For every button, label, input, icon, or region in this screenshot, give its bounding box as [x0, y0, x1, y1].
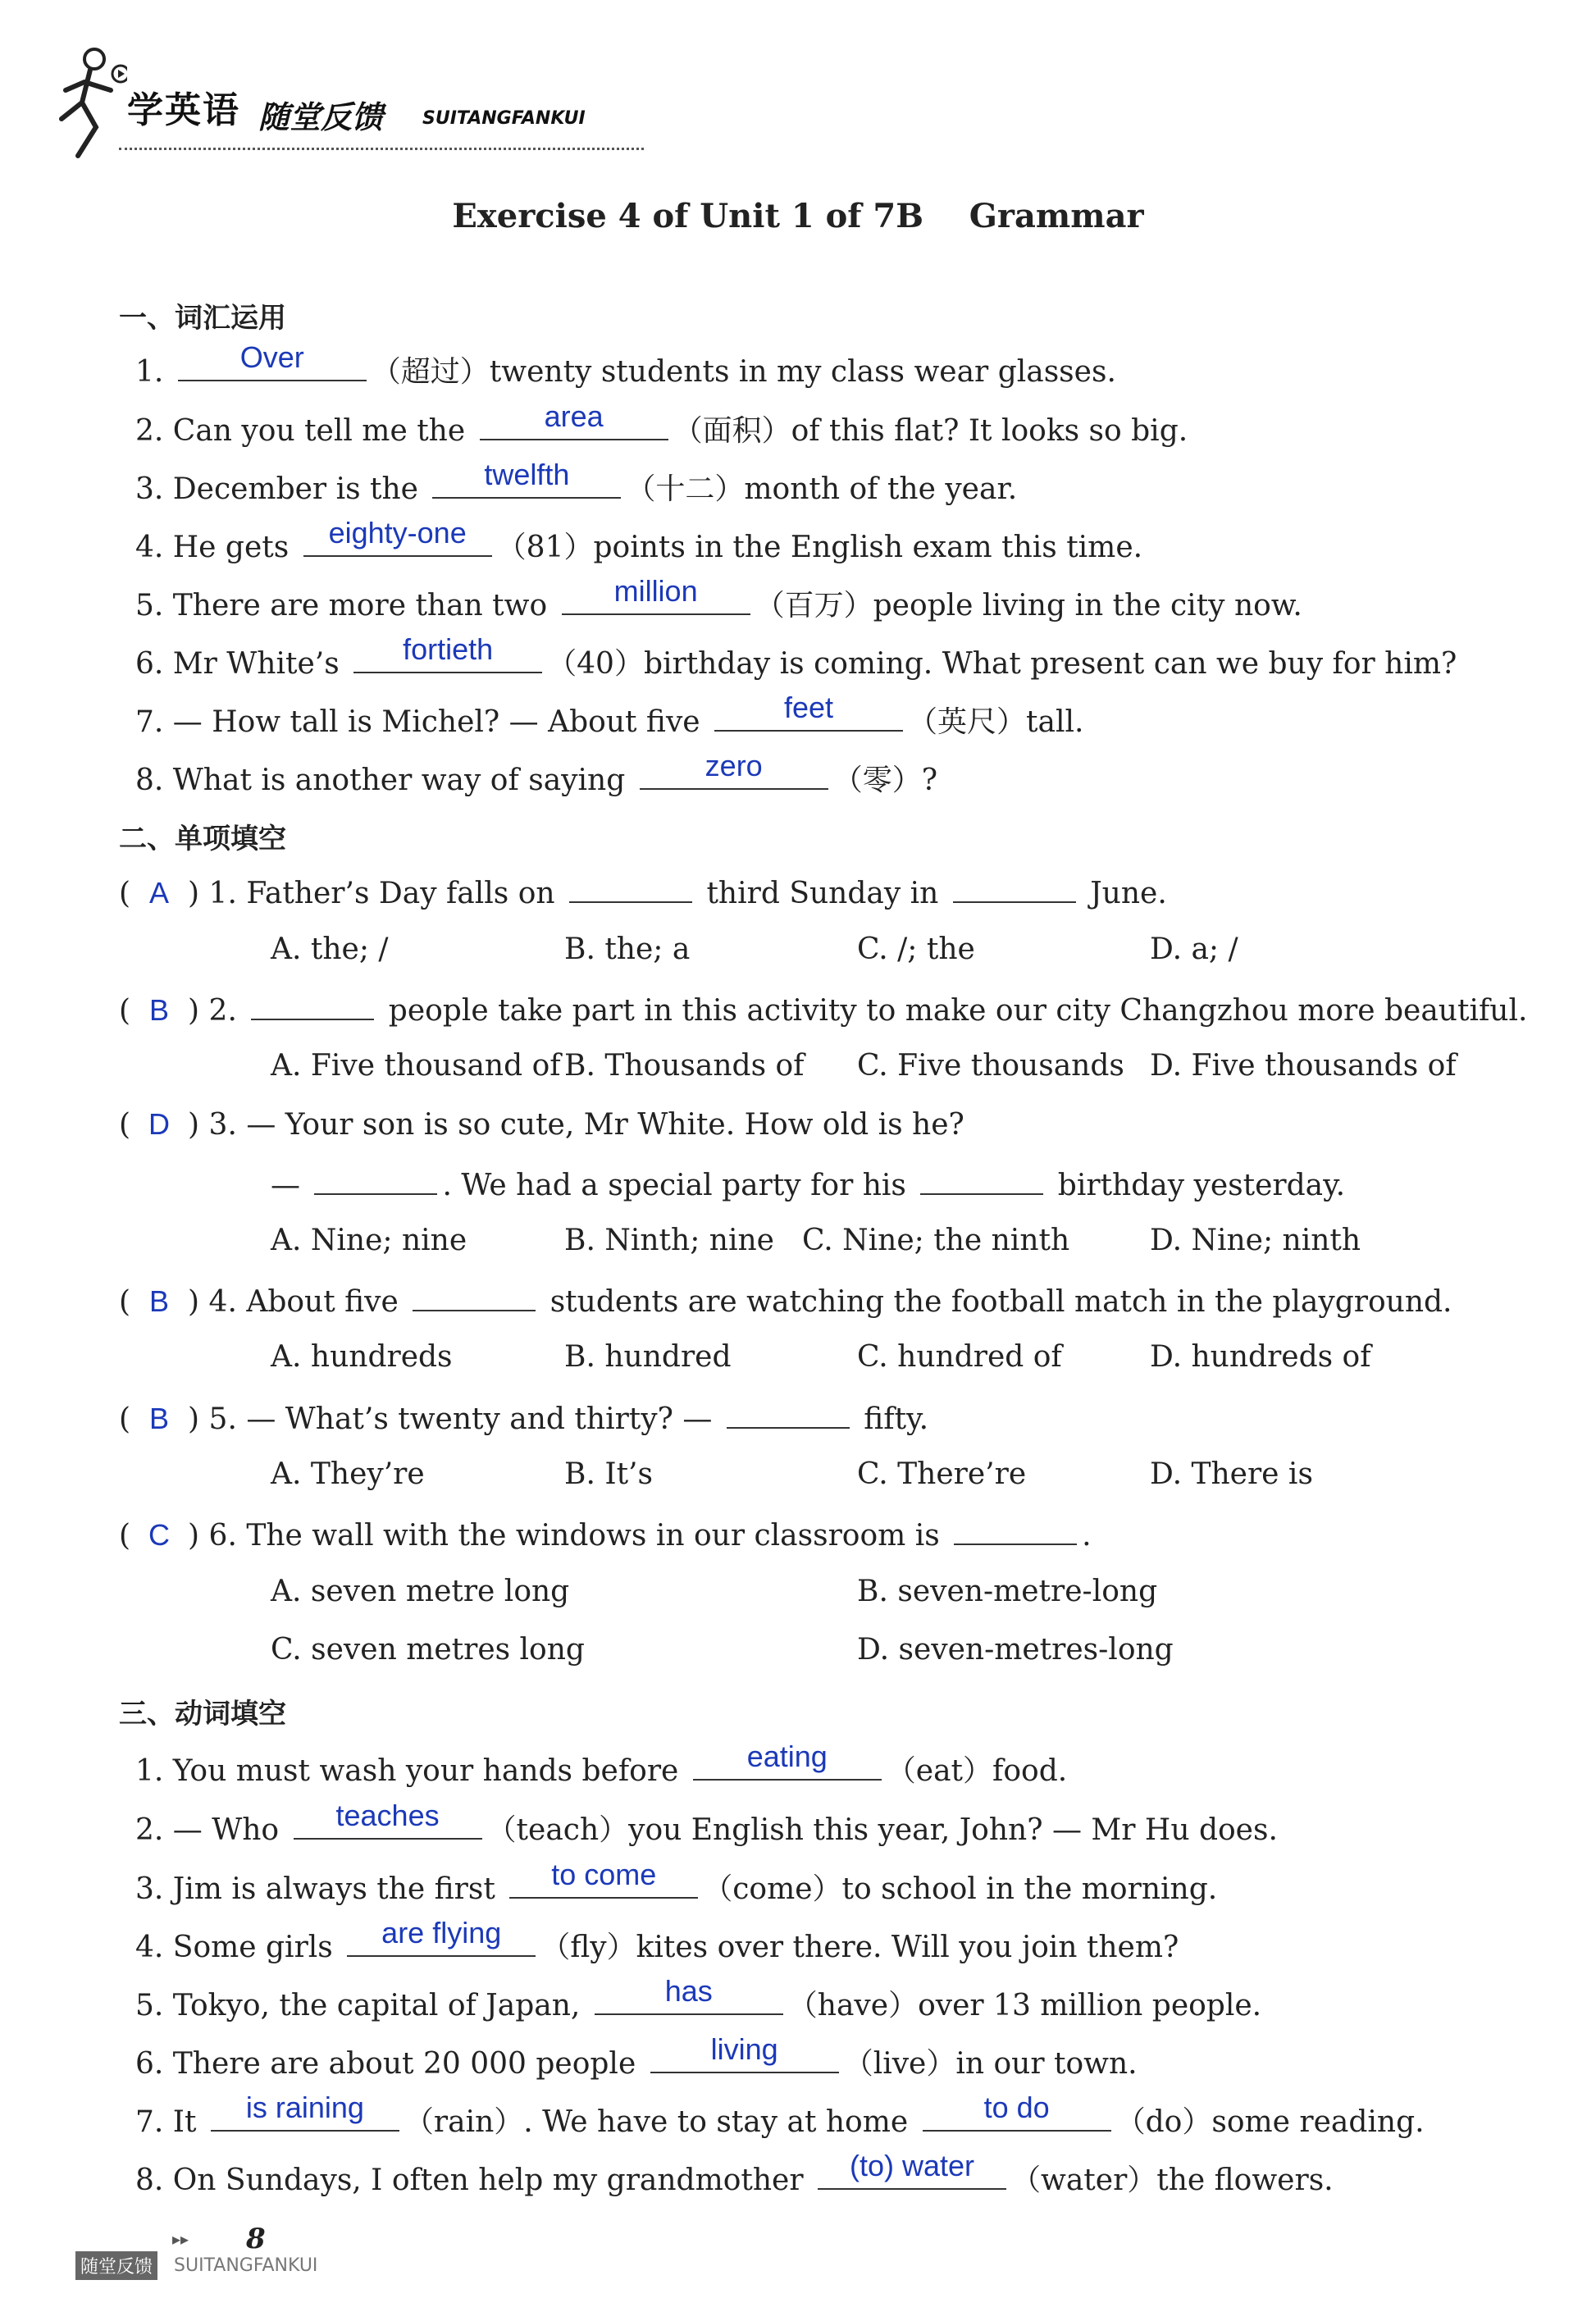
mcq-1-option-a[interactable]: A. the; / [271, 933, 389, 966]
s1-item-7: 7. — How tall is Michel? — About five feet （英尺）tall. [135, 691, 1084, 739]
mcq-answer: D [148, 1107, 171, 1141]
mcq-6-option-b[interactable]: B. seven-metre-long [857, 1575, 1158, 1608]
logo-subtext: 随堂反馈 [258, 99, 384, 135]
mcq-2-option-b[interactable]: B. Thousands of [564, 1049, 805, 1083]
answer-blank[interactable]: is raining [211, 2102, 399, 2132]
mcq-2-option-c[interactable]: C. Five thousands [857, 1049, 1124, 1083]
answer-blank[interactable]: has [595, 1986, 783, 2015]
mcq-2: ( B ) 2. people take part in this activity to make our city Changzhou more beautiful. [119, 991, 1527, 1028]
mcq-blank [953, 873, 1076, 903]
mcq-5-option-c[interactable]: C. There’re [857, 1457, 1027, 1491]
mcq-4-option-d[interactable]: D. hundreds of [1150, 1340, 1371, 1374]
mcq-2-option-d[interactable]: D. Five thousands of [1150, 1049, 1457, 1083]
answer-blank[interactable]: living [650, 2044, 839, 2073]
mcq-3: ( D ) 3. — Your son is so cute, Mr White. How old is he? [119, 1107, 964, 1142]
mcq-5-option-a[interactable]: A. They’re [271, 1457, 425, 1491]
answer-blank[interactable]: to do [923, 2102, 1111, 2132]
mcq-6-option-a[interactable]: A. seven metre long [271, 1575, 570, 1608]
mcq-1: ( A ) 1. Father’s Day falls on third Sunday in June. [119, 873, 1167, 910]
answer-blank[interactable]: Over [178, 352, 367, 381]
double-arrow-icon: ▸▸ [172, 2229, 189, 2249]
s3-item-5: 5. Tokyo, the capital of Japan, has （have）over 13 million people. [135, 1974, 1262, 2022]
s3-item-8: 8. On Sundays, I often help my grandmother (to) water （water）the flowers. [135, 2149, 1334, 2197]
section-2-heading: 二、单项填空 [119, 823, 286, 855]
s3-item-6: 6. There are about 20 000 people living （live）in our town. [135, 2032, 1138, 2081]
s1-item-3: 3. December is the twelfth （十二）month of the year. [135, 458, 1018, 506]
mcq-3-option-d[interactable]: D. Nine; ninth [1150, 1224, 1361, 1257]
s3-item-7: 7. It is raining （rain）. We have to stay at home to do （do）some reading. [135, 2091, 1425, 2139]
s3-item-1: 1. You must wash your hands before eating （eat）food. [135, 1740, 1068, 1788]
footer-brand: SUITANGFANKUI [174, 2255, 318, 2276]
mcq-1-option-c[interactable]: C. /; the [857, 933, 975, 966]
footer-badge: 随堂反馈 [75, 2251, 157, 2280]
answer-blank[interactable]: feet [714, 702, 903, 732]
answer-blank[interactable]: twelfth [432, 469, 621, 499]
mcq-blank [251, 991, 374, 1020]
mcq-1-option-b[interactable]: B. the; a [564, 933, 691, 966]
mcq-5-option-d[interactable]: D. There is [1150, 1457, 1313, 1491]
logo-text: 学英语 [127, 89, 240, 131]
s1-item-4: 4. He gets eighty-one （81）points in the English exam this time. [135, 516, 1143, 564]
s1-item-5: 5. There are more than two million （百万）people living in the city now. [135, 574, 1302, 622]
s1-item-8: 8. What is another way of saying zero （零）? [135, 749, 937, 797]
answer-blank[interactable]: area [480, 411, 668, 440]
answer-blank[interactable]: to come [509, 1869, 698, 1899]
mcq-6: ( C ) 6. The wall with the windows in our classroom is . [119, 1516, 1092, 1553]
s1-item-2: 2. Can you tell me the area （面积）of this flat? It looks so big. [135, 399, 1188, 448]
mcq-answer: B [149, 1284, 170, 1318]
page-number: 8 [246, 2223, 266, 2255]
answer-blank[interactable]: teaches [294, 1810, 482, 1840]
answer-blank[interactable]: eating [693, 1751, 882, 1781]
mcq-blank [314, 1165, 437, 1195]
section-3-heading: 三、动词填空 [119, 1698, 286, 1730]
s1-item-6: 6. Mr White’s fortieth （40）birthday is coming. What present can we buy for him? [135, 632, 1457, 681]
mcq-4: ( B ) 4. About five students are watching the football match in the playground. [119, 1282, 1452, 1319]
mcq-2-option-a[interactable]: A. Five thousand of [271, 1049, 561, 1083]
logo-pinyin: SUITANGFANKUI [422, 108, 586, 129]
answer-blank[interactable]: zero [640, 760, 828, 790]
answer-blank[interactable]: eighty-one [303, 527, 492, 557]
mcq-6-option-d[interactable]: D. seven-metres-long [857, 1633, 1174, 1667]
s3-item-3: 3. Jim is always the first to come （come）to school in the morning. [135, 1858, 1218, 1906]
mcq-5-option-b[interactable]: B. It’s [564, 1457, 653, 1491]
mcq-3-option-b[interactable]: B. Ninth; nine [564, 1224, 774, 1257]
logo-divider [119, 148, 644, 150]
s3-item-2: 2. — Who teaches （teach）you English this year, John? — Mr Hu does. [135, 1799, 1278, 1847]
mcq-blank [954, 1516, 1077, 1545]
mcq-4-option-c[interactable]: C. hundred of [857, 1340, 1062, 1374]
answer-blank[interactable]: million [562, 586, 750, 615]
mcq-answer: B [149, 1402, 170, 1435]
mcq-answer: B [149, 993, 170, 1027]
mcq-1-option-d[interactable]: D. a; / [1150, 933, 1238, 966]
mcq-4-option-b[interactable]: B. hundred [564, 1340, 732, 1374]
mcq-blank [569, 873, 692, 903]
answer-blank[interactable]: are flying [347, 1927, 536, 1957]
answer-blank[interactable]: (to) water [818, 2160, 1006, 2190]
mcq-blank [727, 1399, 850, 1429]
mcq-answer: C [148, 1518, 171, 1552]
answer-blank[interactable]: fortieth [353, 644, 542, 673]
mcq-3-option-c[interactable]: C. Nine; the ninth [802, 1224, 1070, 1257]
mcq-3-line-2: — . We had a special party for his birthday yesterday. [271, 1165, 1345, 1202]
s1-item-1: 1. Over （超过）twenty students in my class wear glasses. [135, 340, 1116, 389]
mcq-blank [413, 1282, 536, 1311]
page-title: Exercise 4 of Unit 1 of 7B Grammar [452, 197, 1144, 235]
mcq-blank [920, 1165, 1043, 1195]
section-1-heading: 一、词汇运用 [119, 302, 286, 335]
s3-item-4: 4. Some girls are flying （fly）kites over there. Will you join them? [135, 1916, 1179, 1964]
mcq-4-option-a[interactable]: A. hundreds [271, 1340, 453, 1374]
mcq-5: ( B ) 5. — What’s twenty and thirty? — fifty. [119, 1399, 928, 1436]
mcq-3-option-a[interactable]: A. Nine; nine [271, 1224, 467, 1257]
mcq-answer: A [149, 876, 170, 910]
runner-logo-icon [45, 41, 127, 164]
mcq-6-option-c[interactable]: C. seven metres long [271, 1633, 585, 1667]
header [45, 33, 636, 164]
